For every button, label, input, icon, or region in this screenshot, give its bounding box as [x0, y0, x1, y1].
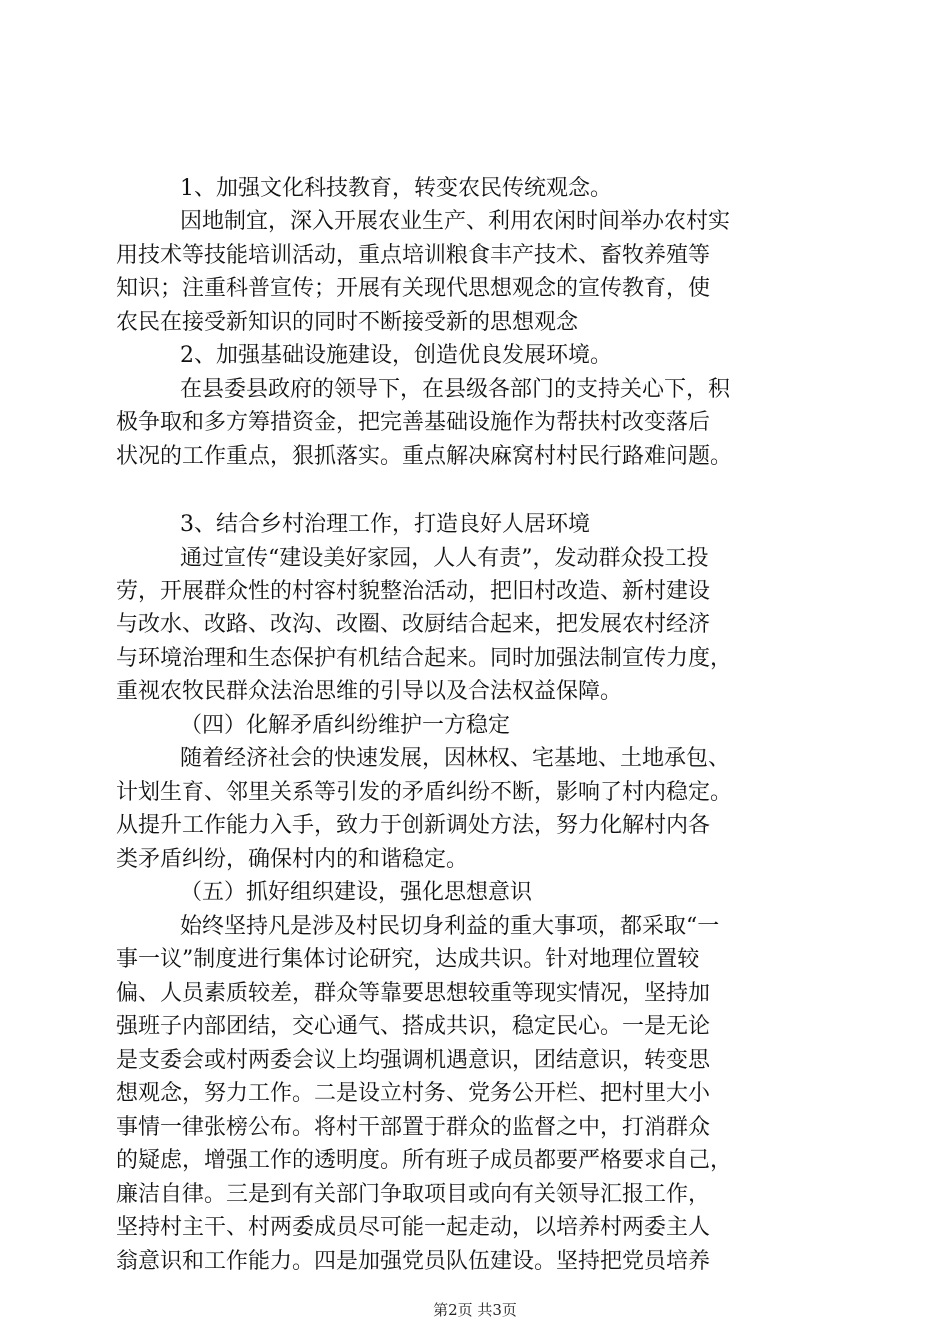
text-line: 强班子内部团结，交心通气、搭成共识，稳定民心。一是无论 — [116, 1014, 711, 1039]
text-line: 想观念，努力工作。二是设立村务、党务公开栏、把村里大小 — [116, 1081, 711, 1106]
text-line: 坚持村主干、村两委成员尽可能一起走动，以培养村两委主人 — [116, 1215, 711, 1240]
text-line: 始终坚持凡是涉及村民切身利益的重大事项，都采取“一 — [180, 914, 720, 939]
text-line: 事情一律张榜公布。将村干部置于群众的监督之中，打消群众 — [116, 1115, 711, 1140]
text-line: 计划生育、邻里关系等引发的矛盾纠纷不断，影响了村内稳定。 — [116, 780, 733, 805]
text-line: 偏、人员素质较差，群众等靠要思想较重等现实情况，坚持加 — [116, 981, 711, 1006]
text-line: 用技术等技能培训活动，重点培训粮食丰产技术、畜牧养殖等 — [116, 243, 711, 268]
text-line: 的疑虑，增强工作的透明度。所有班子成员都要严格要求自己， — [116, 1148, 733, 1173]
text-line: 与环境治理和生态保护有机结合起来。同时加强法制宣传力度， — [116, 646, 733, 671]
text-line: 农民在接受新知识的同时不断接受新的思想观念 — [116, 310, 579, 335]
text-line: 劳，开展群众性的村容村貌整治活动，把旧村改造、新村建设 — [116, 579, 711, 604]
text-line: 极争取和多方筹措资金，把完善基础设施作为帮扶村改变落后 — [116, 410, 711, 435]
text-line: 从提升工作能力入手，致力于创新调处方法，努力化解村内各 — [116, 813, 711, 838]
text-line: 是支委会或村两委会议上均强调机遇意识，团结意识，转变思 — [116, 1048, 711, 1073]
text-line: 知识；注重科普宣传；开展有关现代思想观念的宣传教育，使 — [116, 276, 711, 301]
text-line: 因地制宜，深入开展农业生产、利用农闲时间举办农村实 — [180, 209, 731, 234]
section-heading: 3、结合乡村治理工作，打造良好人居环境 — [180, 512, 590, 537]
text-line: 状况的工作重点，狠抓落实。重点解决麻窝村村民行路难问题。 — [116, 444, 733, 469]
section-heading: （五）抓好组织建设，强化思想意识 — [180, 880, 533, 905]
text-line: 类矛盾纠纷，确保村内的和谐稳定。 — [116, 847, 469, 872]
text-line: 通过宣传“建设美好家园，人人有责”，发动群众投工投 — [180, 546, 709, 571]
text-line: 廉洁自律。三是到有关部门争取项目或向有关领导汇报工作， — [116, 1182, 711, 1207]
text-line: 1、加强文化科技教育，转变农民传统观念。 — [180, 176, 612, 201]
page-number-footer: 第2页 共3页 — [433, 1301, 517, 1319]
text-line: 重视农牧民群众法治思维的引导以及合法权益保障。 — [116, 679, 623, 704]
text-line: 在县委县政府的领导下，在县级各部门的支持关心下，积 — [180, 377, 731, 402]
text-line: 事一议”制度进行集体讨论研究，达成共识。针对地理位置较 — [116, 947, 700, 972]
text-line: 翁意识和工作能力。四是加强党员队伍建设。坚持把党员培养 — [116, 1249, 711, 1274]
section-heading: （四）化解矛盾纠纷维护一方稳定 — [180, 713, 511, 738]
text-line: 与改水、改路、改沟、改圈、改厨结合起来，把发展农村经济 — [116, 612, 711, 637]
text-line: 随着经济社会的快速发展，因林权、宅基地、土地承包、 — [180, 746, 731, 771]
text-line: 2、加强基础设施建设，创造优良发展环境。 — [180, 343, 612, 368]
